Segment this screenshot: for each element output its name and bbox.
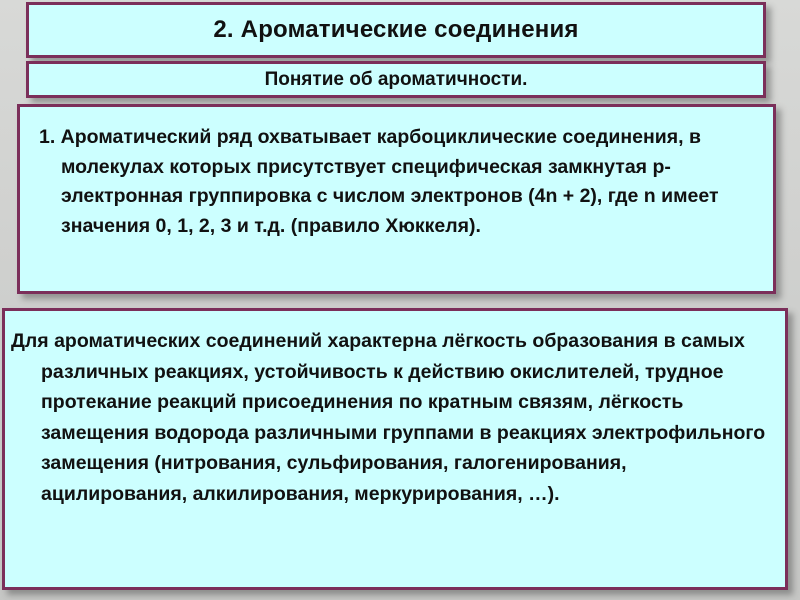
slide-title: 2. Ароматические соединения	[213, 16, 579, 43]
title-box	[26, 2, 766, 58]
properties-box	[2, 308, 788, 590]
slide-subtitle: Понятие об ароматичности.	[264, 68, 528, 90]
definition-text: 1. Ароматический ряд охватывает карбоциклические соединения, в молекулах которых присутствует специфическая замкнутая р-электронная группировка с числом электронов (4n + 2), где n имеет значения 0, 1, 2, 3 и т.д. (правило Хюккеля).	[39, 126, 719, 237]
properties-text: Для ароматических соединений характерна лёгкость образования в самых различных реакциях, устойчивость к действию окислителей, трудное протекание реакций присоединения по кратным связям, лёгкость замещения водорода различными группами в реакциях электрофильного замещения (нитрования, сульфирования, галогенирования, ацилирования, алкилирования, меркурирования, …).	[11, 330, 766, 505]
subtitle-box	[26, 61, 766, 98]
definition-box	[17, 104, 776, 294]
